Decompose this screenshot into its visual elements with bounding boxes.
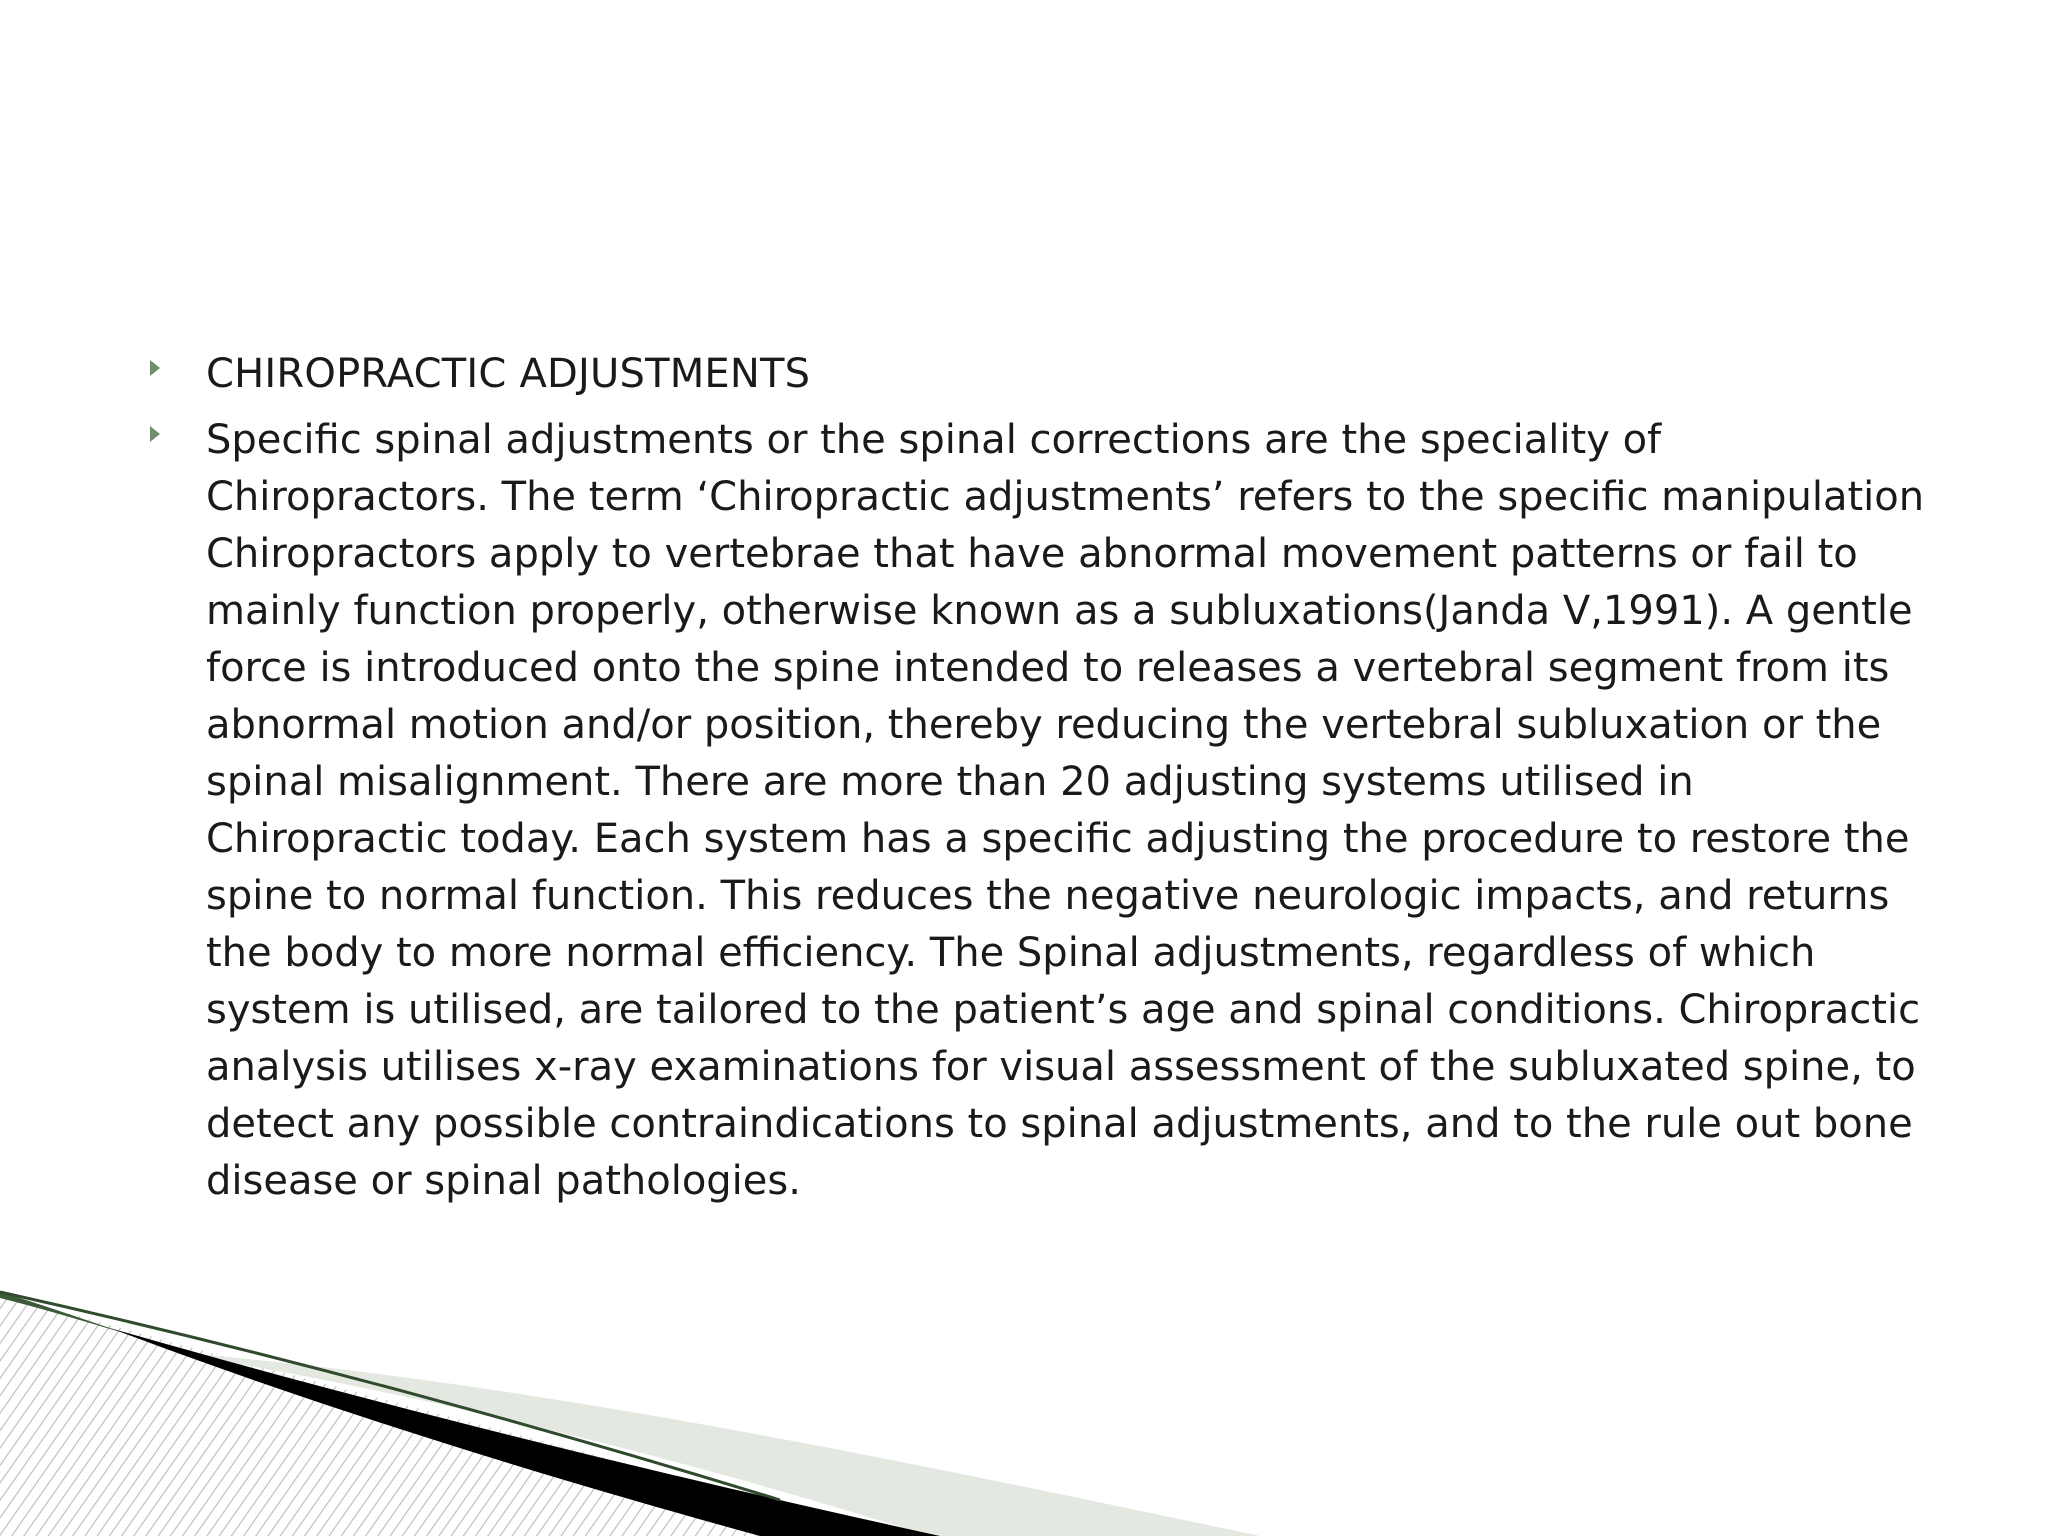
- bullet-item-heading: [148, 346, 1948, 402]
- bullet-item-paragraph: [148, 412, 1948, 1210]
- slide-content: [148, 346, 1948, 1220]
- bullet-arrow-icon: [150, 360, 160, 376]
- bullet-arrow-icon: [150, 426, 160, 442]
- bullet-paragraph-text: Specific spinal adjustments or the spinal corrections are the speciality of Chiropractors. The term ‘Chiropractic adjustments’ refers to the specific manipulation Chiropractors apply to vertebrae that have abnormal movement patterns or fail to mainly function properly, otherwise known as a subluxations(Janda V,1991). A gentle force is introduced onto the spine intended to releases a vertebral segment from its abnormal motion and/or position, thereby reducing the vertebral subluxation or the spinal misalignment. There are more than 20 adjusting systems utilised in Chiropractic today. Each system has a specific adjusting the procedure to restore the spine to normal function. This reduces the negative neurologic impacts, and returns the body to more normal efficiency. The Spinal adjustments, regardless of which system is utilised, are tailored to the patient’s age and spinal conditions. Chiropractic analysis utilises x-ray examinations for visual assessment of the subluxated spine, to detect any possible contraindications to spinal adjustments, and to the rule out bone disease or spinal pathologies.: [206, 417, 1925, 1204]
- bullet-heading-text: CHIROPRACTIC ADJUSTMENTS: [206, 351, 811, 397]
